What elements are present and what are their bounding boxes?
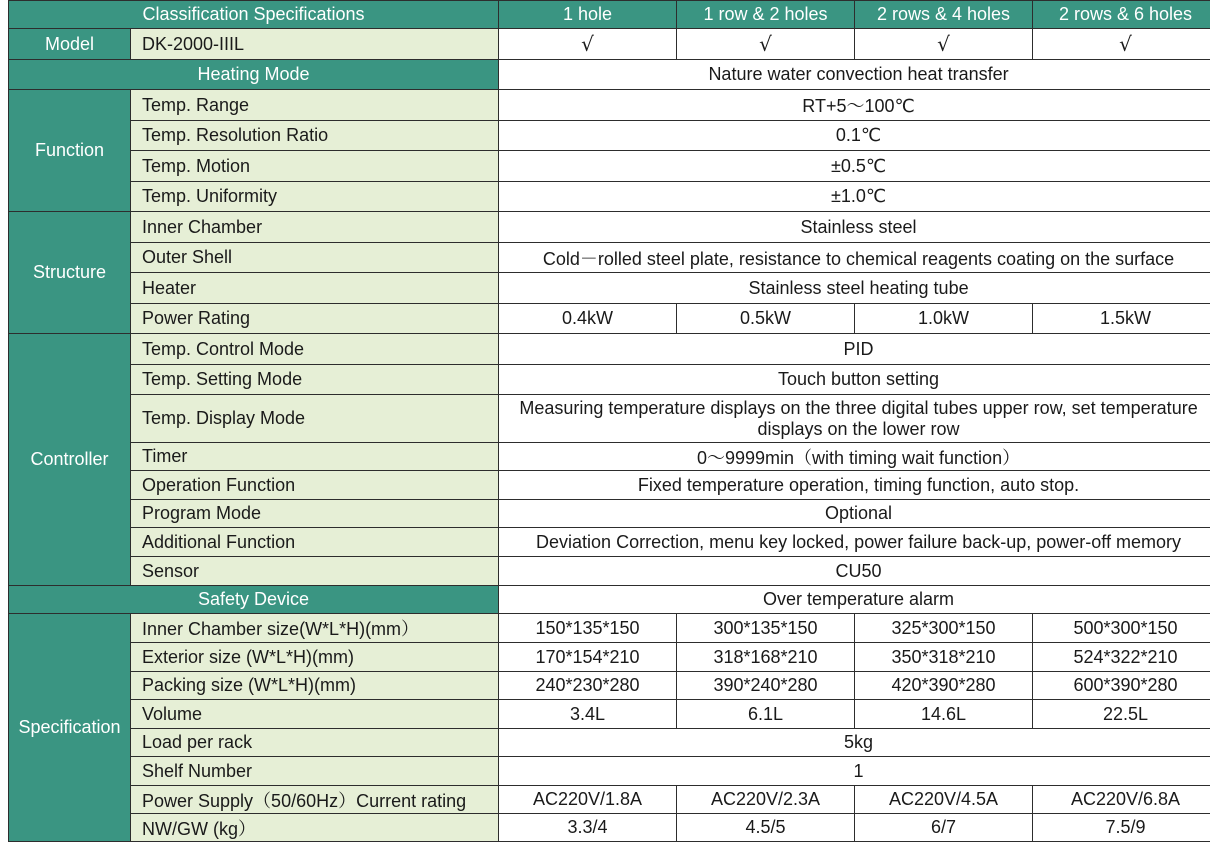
header-variant: 2 rows & 4 holes	[855, 1, 1033, 29]
specification-row	[9, 786, 1210, 814]
model-check: √	[855, 29, 1033, 60]
specification-row	[9, 672, 1210, 700]
spec-label: Timer	[131, 443, 499, 471]
structure-category: Structure	[9, 212, 131, 334]
controller-category: Controller	[9, 334, 131, 586]
structure-row	[9, 243, 1210, 273]
spec-value: 14.6L	[855, 700, 1033, 729]
model-name: DK-2000-IIIL	[131, 29, 499, 60]
spec-value: 1.0kW	[855, 304, 1033, 334]
spec-value: AC220V/6.8A	[1033, 786, 1210, 814]
spec-label: Heater	[131, 273, 499, 304]
specification-row	[9, 729, 1210, 757]
spec-value: 325*300*150	[855, 614, 1033, 643]
spec-value: 0.1℃	[499, 121, 1210, 151]
header-variant: 2 rows & 6 holes	[1033, 1, 1210, 29]
specification-row	[9, 700, 1210, 729]
spec-value: Touch button setting	[499, 365, 1210, 395]
spec-value: AC220V/4.5A	[855, 786, 1033, 814]
spec-label: Power Rating	[131, 304, 499, 334]
heating-mode-label: Heating Mode	[9, 60, 499, 90]
spec-value: Measuring temperature displays on the three digital tubes upper row, set temperature displays on the lower row	[499, 395, 1210, 443]
header-variant: 1 row & 2 holes	[677, 1, 855, 29]
spec-label: Inner Chamber size(W*L*H)(mm）	[131, 614, 499, 643]
spec-value: ±1.0℃	[499, 182, 1210, 212]
spec-value: 318*168*210	[677, 643, 855, 672]
spec-label: Outer Shell	[131, 243, 499, 273]
spec-value: Cold－rolled steel plate, resistance to chemical reagents coating on the surface	[499, 243, 1210, 273]
spec-value: 300*135*150	[677, 614, 855, 643]
spec-value: 1.5kW	[1033, 304, 1210, 334]
safety-row	[9, 586, 1210, 614]
spec-label: Operation Function	[131, 471, 499, 500]
spec-label: Inner Chamber	[131, 212, 499, 243]
heating-mode-value: Nature water convection heat transfer	[499, 60, 1210, 90]
spec-label: Exterior size (W*L*H)(mm)	[131, 643, 499, 672]
spec-label: Load per rack	[131, 729, 499, 757]
spec-value: 350*318*210	[855, 643, 1033, 672]
spec-value: Deviation Correction, menu key locked, power failure back-up, power-off memory	[499, 528, 1210, 557]
safety-value: Over temperature alarm	[499, 586, 1210, 614]
spec-label: Shelf Number	[131, 757, 499, 786]
function-category: Function	[9, 90, 131, 212]
spec-label: Temp. Control Mode	[131, 334, 499, 365]
header-title: Classification Specifications	[9, 1, 499, 29]
model-row	[9, 29, 1210, 60]
model-category: Model	[9, 29, 131, 60]
spec-value: Optional	[499, 500, 1210, 528]
spec-value: 170*154*210	[499, 643, 677, 672]
spec-value: Fixed temperature operation, timing function, auto stop.	[499, 471, 1210, 500]
header-row	[9, 1, 1210, 29]
function-row	[9, 151, 1210, 182]
power-rating-row	[9, 304, 1210, 334]
spec-value: 7.5/9	[1033, 814, 1210, 842]
specification-row	[9, 614, 1210, 643]
spec-value: 6.1L	[677, 700, 855, 729]
spec-label: Volume	[131, 700, 499, 729]
spec-value: PID	[499, 334, 1210, 365]
spec-label: Program Mode	[131, 500, 499, 528]
spec-value: 500*300*150	[1033, 614, 1210, 643]
spec-value: 22.5L	[1033, 700, 1210, 729]
spec-value: 524*322*210	[1033, 643, 1210, 672]
spec-table	[8, 0, 1210, 842]
spec-label: Additional Function	[131, 528, 499, 557]
spec-value: 3.4L	[499, 700, 677, 729]
model-check: √	[677, 29, 855, 60]
spec-value: 5kg	[499, 729, 1210, 757]
spec-value: 4.5/5	[677, 814, 855, 842]
spec-value: RT+5～100℃	[499, 90, 1210, 121]
spec-label: Sensor	[131, 557, 499, 586]
spec-value: 600*390*280	[1033, 672, 1210, 700]
controller-row	[9, 443, 1210, 471]
spec-label: NW/GW (kg）	[131, 814, 499, 842]
spec-value: 0.4kW	[499, 304, 677, 334]
spec-label: Temp. Motion	[131, 151, 499, 182]
controller-row	[9, 334, 1210, 365]
spec-value: 1	[499, 757, 1210, 786]
controller-row	[9, 528, 1210, 557]
structure-row	[9, 212, 1210, 243]
spec-value: 3.3/4	[499, 814, 677, 842]
specification-row	[9, 814, 1210, 842]
spec-value: AC220V/1.8A	[499, 786, 677, 814]
function-row	[9, 90, 1210, 121]
spec-label: Temp. Display Mode	[131, 395, 499, 443]
spec-value: 390*240*280	[677, 672, 855, 700]
spec-value: 420*390*280	[855, 672, 1033, 700]
function-row	[9, 121, 1210, 151]
function-row	[9, 182, 1210, 212]
spec-value: 6/7	[855, 814, 1033, 842]
specification-category: Specification	[9, 614, 131, 842]
spec-label: Power Supply（50/60Hz）Current rating	[131, 786, 499, 814]
spec-value: Stainless steel heating tube	[499, 273, 1210, 304]
spec-value: ±0.5℃	[499, 151, 1210, 182]
spec-value: AC220V/2.3A	[677, 786, 855, 814]
controller-row	[9, 471, 1210, 500]
spec-value: 150*135*150	[499, 614, 677, 643]
controller-row	[9, 557, 1210, 586]
structure-row	[9, 273, 1210, 304]
spec-label: Temp. Resolution Ratio	[131, 121, 499, 151]
controller-row	[9, 365, 1210, 395]
spec-value: Stainless steel	[499, 212, 1210, 243]
spec-label: Packing size (W*L*H)(mm)	[131, 672, 499, 700]
spec-value: 240*230*280	[499, 672, 677, 700]
header-variant: 1 hole	[499, 1, 677, 29]
spec-table-container	[8, 0, 1210, 842]
controller-row	[9, 395, 1210, 443]
model-check: √	[499, 29, 677, 60]
specification-row	[9, 757, 1210, 786]
safety-label: Safety Device	[9, 586, 499, 614]
model-check: √	[1033, 29, 1210, 60]
spec-label: Temp. Setting Mode	[131, 365, 499, 395]
specification-row	[9, 643, 1210, 672]
heating-mode-row	[9, 60, 1210, 90]
spec-label: Temp. Range	[131, 90, 499, 121]
spec-value: 0～9999min（with timing wait function）	[499, 443, 1210, 471]
spec-value: 0.5kW	[677, 304, 855, 334]
controller-row	[9, 500, 1210, 528]
spec-value: CU50	[499, 557, 1210, 586]
spec-label: Temp. Uniformity	[131, 182, 499, 212]
